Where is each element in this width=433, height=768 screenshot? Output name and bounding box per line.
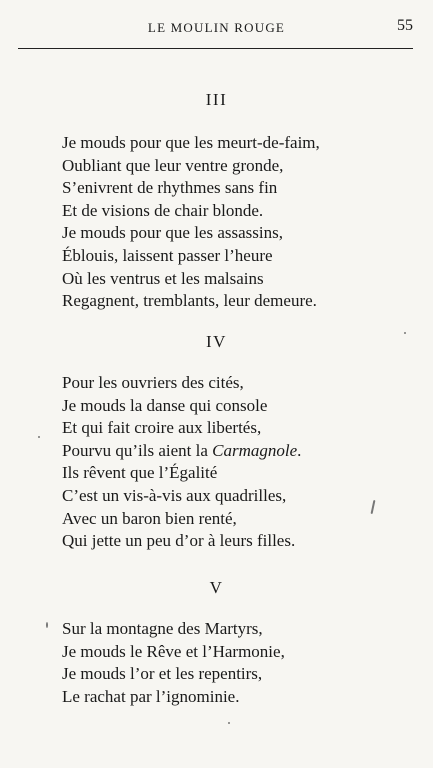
italic-word: Carmagnole (212, 440, 298, 460)
verse-line: Qui jette un peu d’or à leurs filles. (62, 531, 296, 551)
ink-speck (46, 622, 48, 628)
verse-line: Et de visions de chair blonde. (62, 200, 264, 220)
verse-line: Où les ventrus et les malsains (62, 268, 264, 288)
page-number: 55 (397, 17, 413, 34)
running-title: LE MOULIN ROUGE (147, 20, 286, 35)
verse-line: Je mouds le Rêve et l’Harmonie, (62, 641, 285, 661)
header-rule (18, 48, 413, 49)
verse-line: Je mouds pour que les assassins, (62, 223, 283, 243)
section-number-iv: IV (206, 332, 227, 351)
stanza-v (62, 618, 422, 708)
verse-punctuation: . (297, 440, 302, 460)
verse-line: Je mouds la danse qui console (62, 395, 268, 415)
verse-line: Je mouds l’or et les repentirs, (62, 664, 263, 684)
ink-speck (38, 436, 40, 438)
verse-line-with-italic (62, 440, 422, 463)
verse-text: Pourvu qu’ils aient la (62, 440, 213, 460)
section-number-v: V (209, 578, 224, 597)
ink-speck (404, 332, 406, 334)
verse-line: S’enivrent de rhythmes sans fin (62, 178, 278, 198)
ink-speck (228, 722, 230, 724)
verse-line: Le rachat par l’ignominie. (62, 686, 240, 706)
verse-line: Je mouds pour que les meurt-de-faim, (62, 133, 320, 152)
verse-line: Pour les ouvriers des cités, (62, 373, 244, 392)
stanza-iv (62, 372, 422, 553)
verse-line: Et qui fait croire aux libertés, (62, 418, 262, 438)
verse-line: Regagnent, tremblants, leur demeure. (62, 291, 317, 311)
verse-line: Oubliant que leur ventre gronde, (62, 155, 284, 175)
verse-line: Sur la montagne des Martyrs, (62, 619, 263, 638)
verse-line: C’est un vis-à-vis aux quadrilles, (62, 485, 287, 505)
verse-line: Ils rêvent que l’Égalité (62, 463, 218, 483)
section-number-iii: III (205, 90, 228, 109)
stanza-iii (62, 132, 422, 313)
verse-line: Éblouis, laissent passer l’heure (62, 245, 273, 265)
verse-line: Avec un baron bien renté, (62, 508, 237, 528)
